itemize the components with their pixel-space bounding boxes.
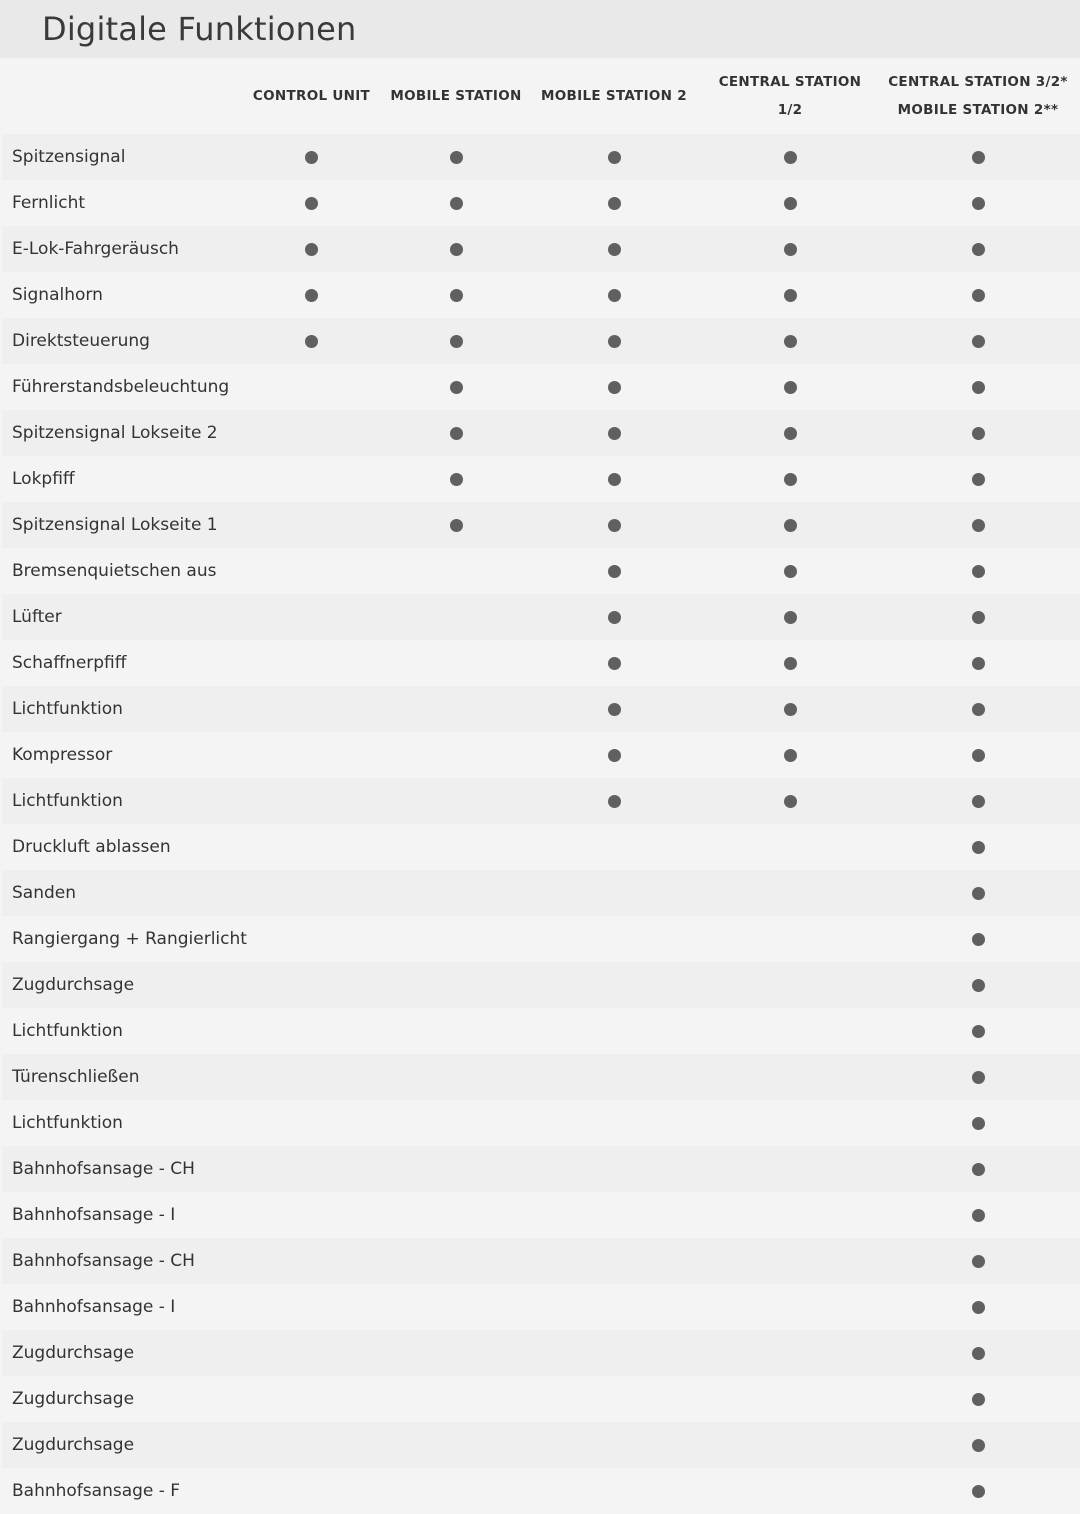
supported-dot-icon [972,749,985,762]
supported-dot-icon [972,1163,985,1176]
support-cell [235,778,388,824]
support-cell [235,456,388,502]
table-row [2,1376,1080,1422]
supported-dot-icon [305,151,318,164]
supported-dot-icon [784,657,797,670]
support-cell [235,962,388,1008]
table-row [2,1146,1080,1192]
supported-dot-icon [972,1485,985,1498]
support-cell [524,962,704,1008]
function-label: Kompressor [12,745,113,765]
supported-dot-icon [784,703,797,716]
supported-dot-icon [972,887,985,900]
support-cell [524,778,704,824]
support-cell [876,640,1080,686]
support-cell [876,1008,1080,1054]
support-cell [524,824,704,870]
support-cell [235,318,388,364]
function-label: Bremsenquietschen aus [12,561,217,581]
support-cell [235,410,388,456]
support-cell [704,778,876,824]
support-cell [235,686,388,732]
support-cell [876,594,1080,640]
support-cell [524,1100,704,1146]
support-cell [876,410,1080,456]
header-central-station-3-2-line1: CENTRAL STATION 3/2* [888,74,1068,90]
function-label: Spitzensignal Lokseite 2 [12,423,218,443]
header-mobile-station-2: MOBILE STATION 2 [541,88,687,104]
support-cell [704,870,876,916]
support-cell [876,778,1080,824]
supported-dot-icon [972,335,985,348]
support-cell [876,870,1080,916]
support-cell [704,1468,876,1514]
function-label: Lokpfiff [12,469,75,489]
support-cell [388,1054,524,1100]
table-row [2,1100,1080,1146]
support-cell [876,456,1080,502]
support-cell [704,1054,876,1100]
supported-dot-icon [784,243,797,256]
function-label: Führerstandsbeleuchtung [12,377,230,397]
support-cell [704,686,876,732]
support-cell [704,180,876,226]
support-cell [388,180,524,226]
support-cell [235,180,388,226]
support-cell [388,1284,524,1330]
support-cell [235,1284,388,1330]
supported-dot-icon [608,151,621,164]
support-cell [876,272,1080,318]
support-cell [876,1330,1080,1376]
support-cell [704,1100,876,1146]
supported-dot-icon [784,151,797,164]
supported-dot-icon [972,795,985,808]
function-label: Türenschließen [12,1067,140,1087]
supported-dot-icon [305,243,318,256]
supported-dot-icon [608,795,621,808]
support-cell [876,1192,1080,1238]
header-central-station-3-2-line2: MOBILE STATION 2** [897,102,1059,118]
header-cell-function [2,58,235,134]
support-cell [235,134,388,180]
table-row [2,594,1080,640]
function-label: Druckluft ablassen [12,837,171,857]
support-cell [524,364,704,410]
support-cell [704,732,876,778]
table-row [2,640,1080,686]
supported-dot-icon [784,473,797,486]
table-row [2,732,1080,778]
support-cell [524,1468,704,1514]
function-label: Schaffnerpfiff [12,653,127,673]
supported-dot-icon [972,1071,985,1084]
support-cell [235,916,388,962]
support-cell [704,1422,876,1468]
table-row [2,1284,1080,1330]
supported-dot-icon [608,381,621,394]
function-label: Spitzensignal Lokseite 1 [12,515,218,535]
function-label: Fernlicht [12,193,86,213]
supported-dot-icon [608,427,621,440]
support-cell [704,1376,876,1422]
support-cell [235,1330,388,1376]
table-row [2,318,1080,364]
support-cell [388,1376,524,1422]
support-cell [876,226,1080,272]
supported-dot-icon [450,197,463,210]
support-cell [388,226,524,272]
support-cell [388,1422,524,1468]
support-cell [388,1008,524,1054]
support-cell [388,502,524,548]
support-cell [235,1468,388,1514]
table-row [2,364,1080,410]
supported-dot-icon [972,473,985,486]
supported-dot-icon [608,611,621,624]
support-cell [524,1376,704,1422]
function-label: Lichtfunktion [12,699,123,719]
function-label: Bahnhofsansage - CH [12,1159,195,1179]
header-control-unit: CONTROL UNIT [252,88,371,104]
table-row [2,272,1080,318]
support-cell [388,134,524,180]
function-label: Spitzensignal [12,147,126,167]
supported-dot-icon [608,243,621,256]
support-cell [524,732,704,778]
supported-dot-icon [972,289,985,302]
supported-dot-icon [972,519,985,532]
supported-dot-icon [972,611,985,624]
support-cell [704,594,876,640]
support-cell [235,870,388,916]
table-row [2,226,1080,272]
support-cell [524,226,704,272]
supported-dot-icon [972,243,985,256]
support-cell [876,916,1080,962]
support-cell [388,1100,524,1146]
support-cell [235,1146,388,1192]
supported-dot-icon [305,289,318,302]
function-label: Zugdurchsage [12,1389,135,1409]
supported-dot-icon [784,565,797,578]
supported-dot-icon [972,657,985,670]
support-cell [704,272,876,318]
support-cell [876,1376,1080,1422]
supported-dot-icon [972,1117,985,1130]
supported-dot-icon [784,381,797,394]
supported-dot-icon [608,473,621,486]
support-cell [704,962,876,1008]
support-cell [388,686,524,732]
supported-dot-icon [972,1209,985,1222]
table-row [2,1192,1080,1238]
supported-dot-icon [972,151,985,164]
supported-dot-icon [450,289,463,302]
header-mobile-station: MOBILE STATION [390,88,522,104]
supported-dot-icon [972,841,985,854]
supported-dot-icon [972,933,985,946]
table-row [2,1468,1080,1514]
function-label: Bahnhofsansage - I [12,1205,176,1225]
supported-dot-icon [972,1439,985,1452]
support-cell [524,318,704,364]
page-title: Digitale Funktionen [42,10,357,48]
header-row [2,58,1080,134]
support-cell [524,640,704,686]
supported-dot-icon [972,703,985,716]
support-cell [524,1146,704,1192]
support-cell [704,1192,876,1238]
support-cell [876,1422,1080,1468]
function-label: Zugdurchsage [12,1435,135,1455]
support-cell [704,318,876,364]
support-cell [235,1100,388,1146]
supported-dot-icon [608,703,621,716]
supported-dot-icon [608,657,621,670]
supported-dot-icon [305,197,318,210]
function-label: Bahnhofsansage - F [12,1481,181,1501]
support-cell [524,180,704,226]
support-cell [235,732,388,778]
support-cell [524,134,704,180]
support-cell [876,502,1080,548]
function-label: Direktsteuerung [12,331,150,351]
support-cell [524,594,704,640]
support-cell [704,456,876,502]
support-cell [388,456,524,502]
supported-dot-icon [608,197,621,210]
support-cell [388,732,524,778]
support-cell [235,1008,388,1054]
table-body [2,134,1080,1514]
support-cell [235,1192,388,1238]
supported-dot-icon [450,427,463,440]
support-cell [524,870,704,916]
table-row [2,962,1080,1008]
support-cell [704,824,876,870]
support-cell [388,916,524,962]
header-central-station-1-2: CENTRAL STATION 1/2 [718,74,862,118]
support-cell [876,1468,1080,1514]
support-cell [235,364,388,410]
support-cell [388,640,524,686]
table-row [2,1054,1080,1100]
supported-dot-icon [972,1393,985,1406]
support-cell [388,962,524,1008]
support-cell [876,364,1080,410]
supported-dot-icon [450,151,463,164]
supported-dot-icon [972,979,985,992]
support-cell [704,640,876,686]
support-cell [876,1238,1080,1284]
support-cell [388,1238,524,1284]
supported-dot-icon [784,197,797,210]
supported-dot-icon [608,749,621,762]
support-cell [524,410,704,456]
function-label: Lüfter [12,607,62,627]
supported-dot-icon [784,519,797,532]
support-cell [704,916,876,962]
function-label: Bahnhofsansage - CH [12,1251,195,1271]
supported-dot-icon [608,519,621,532]
support-cell [235,1054,388,1100]
table-row [2,824,1080,870]
supported-dot-icon [450,381,463,394]
support-cell [235,1422,388,1468]
support-cell [524,1238,704,1284]
support-cell [235,272,388,318]
table-row [2,1422,1080,1468]
support-cell [876,686,1080,732]
supported-dot-icon [450,243,463,256]
support-cell [876,962,1080,1008]
support-cell [388,824,524,870]
function-label: E-Lok-Fahrgeräusch [12,239,179,259]
table-row [2,778,1080,824]
support-cell [876,1146,1080,1192]
support-cell [524,456,704,502]
support-cell [704,548,876,594]
function-label: Sanden [12,883,77,903]
support-cell [388,364,524,410]
supported-dot-icon [450,519,463,532]
support-cell [704,134,876,180]
supported-dot-icon [784,427,797,440]
function-label: Zugdurchsage [12,975,135,995]
supported-dot-icon [784,289,797,302]
support-cell [704,1284,876,1330]
support-cell [876,548,1080,594]
support-cell [388,410,524,456]
support-cell [524,1422,704,1468]
functions-table [2,58,1080,1514]
support-cell [235,548,388,594]
support-cell [704,502,876,548]
supported-dot-icon [972,565,985,578]
support-cell [876,824,1080,870]
support-cell [524,502,704,548]
support-cell [704,226,876,272]
supported-dot-icon [972,427,985,440]
table-row [2,410,1080,456]
support-cell [388,1468,524,1514]
table-row [2,456,1080,502]
supported-dot-icon [784,749,797,762]
supported-dot-icon [784,611,797,624]
support-cell [388,1330,524,1376]
function-label: Lichtfunktion [12,1113,123,1133]
support-cell [524,548,704,594]
support-cell [388,1146,524,1192]
support-cell [876,732,1080,778]
support-cell [524,1284,704,1330]
supported-dot-icon [972,1025,985,1038]
support-cell [235,824,388,870]
support-cell [876,318,1080,364]
supported-dot-icon [972,1255,985,1268]
supported-dot-icon [972,1347,985,1360]
support-cell [235,226,388,272]
support-cell [876,1054,1080,1100]
support-cell [388,548,524,594]
table-row [2,502,1080,548]
support-cell [704,364,876,410]
support-cell [876,1100,1080,1146]
table-row [2,1330,1080,1376]
support-cell [876,1284,1080,1330]
supported-dot-icon [972,197,985,210]
support-cell [235,640,388,686]
supported-dot-icon [608,335,621,348]
table-row [2,548,1080,594]
support-cell [388,778,524,824]
support-cell [876,180,1080,226]
support-cell [235,1238,388,1284]
support-cell [388,318,524,364]
supported-dot-icon [608,289,621,302]
function-label: Rangiergang + Rangierlicht [12,929,247,949]
supported-dot-icon [784,795,797,808]
support-cell [524,686,704,732]
support-cell [235,502,388,548]
table-row [2,916,1080,962]
support-cell [704,1238,876,1284]
supported-dot-icon [972,381,985,394]
table-row [2,180,1080,226]
support-cell [524,1008,704,1054]
support-cell [388,272,524,318]
supported-dot-icon [784,335,797,348]
supported-dot-icon [450,473,463,486]
support-cell [388,870,524,916]
support-cell [524,1192,704,1238]
support-cell [704,410,876,456]
function-label: Signalhorn [12,285,103,305]
table-row [2,134,1080,180]
supported-dot-icon [608,565,621,578]
support-cell [524,916,704,962]
support-cell [388,594,524,640]
support-cell [704,1330,876,1376]
support-cell [524,272,704,318]
support-cell [235,1376,388,1422]
support-cell [524,1330,704,1376]
function-label: Lichtfunktion [12,1021,123,1041]
table-row [2,686,1080,732]
function-label: Lichtfunktion [12,791,123,811]
support-cell [388,1192,524,1238]
function-label: Bahnhofsansage - I [12,1297,176,1317]
support-cell [876,134,1080,180]
table-row [2,1238,1080,1284]
table-row [2,870,1080,916]
table-row [2,1008,1080,1054]
support-cell [235,594,388,640]
support-cell [524,1054,704,1100]
supported-dot-icon [305,335,318,348]
supported-dot-icon [972,1301,985,1314]
function-label: Zugdurchsage [12,1343,135,1363]
support-cell [704,1146,876,1192]
table-header [2,58,1080,134]
title-bar [0,0,1080,58]
support-cell [704,1008,876,1054]
header-central-station-3-2 [876,58,1080,134]
supported-dot-icon [450,335,463,348]
